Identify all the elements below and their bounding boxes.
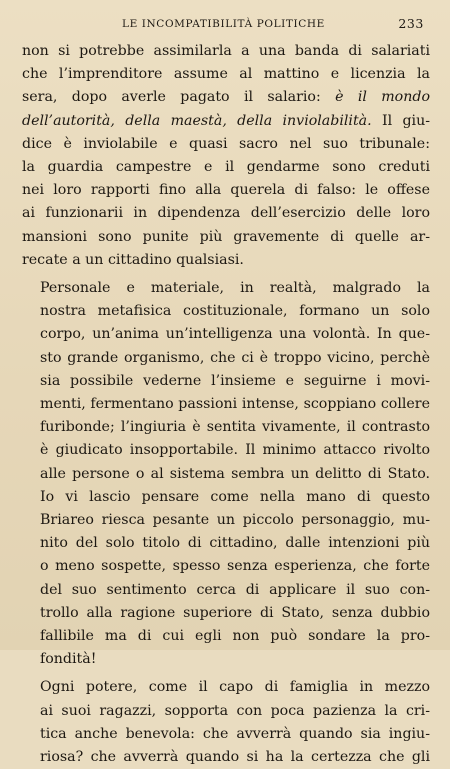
text-line: trollo alla ragione superiore di Stato, senza dubbio [40, 604, 430, 621]
text-line: sia possibile vederne l’insieme e seguirne i movi- [40, 372, 430, 389]
text-line: non si potrebbe assimilarla a una banda di salariati [22, 43, 430, 59]
italic-phrase: è il mondo [335, 89, 430, 106]
running-title: LE INCOMPATIBILITÀ POLITICHE [122, 18, 325, 30]
text-line: alle persone o al sistema sembra un delitto di Stato. [40, 465, 430, 482]
page-number: 233 [398, 16, 424, 31]
text-line: dice è inviolabile e quasi sacro nel suo tribunale: [22, 135, 430, 152]
running-head [22, 12, 430, 34]
text-line: nei loro rapporti fino alla querela di falso: le offese [22, 182, 430, 199]
text-line: menti, fermentano passioni intense, scoppiano collere [40, 396, 430, 413]
text-line: Ogni potere, come il capo di famiglia in mezzo [40, 679, 430, 696]
paragraph-1 [22, 40, 430, 272]
text-line: corpo, un’anima un’intelligenza una volontà. In que- [40, 326, 430, 343]
text-line: ai funzionarii in dipendenza dell’esercizio delle loro [22, 205, 430, 222]
text-line: Io vi lascio pensare come nella mano di questo [40, 488, 430, 505]
text-line: nito del solo titolo di cittadino, dalle intenzioni più [40, 535, 430, 552]
paragraph-3 [22, 676, 430, 769]
text-line: è giudicato insopportabile. Il minimo attacco rivolto [40, 442, 430, 459]
text-line: Briareo riesca pesante un piccolo personaggio, mu- [40, 512, 430, 529]
text-line: Personale e materiale, in realtà, malgrado la [40, 280, 430, 297]
text-line: che l’imprenditore assume al mattino e licenzia la [22, 66, 430, 83]
text-line: furibonde; l’ingiuria è sentita vivamente, il contrasto [40, 419, 430, 436]
text-line: sto grande organismo, che ci è troppo vicino, perchè [40, 349, 430, 366]
italic-phrase: dell’autorità, della maestà, della inviolabilità. [22, 112, 372, 129]
text-line: la guardia campestre e il gendarme sono creduti [22, 159, 430, 176]
text-line: nostra metafisica costituzionale, formano un solo [40, 303, 430, 320]
text-line: ai suoi ragazzi, sopporta con poca pazienza la cri- [40, 702, 430, 719]
text-line [22, 86, 430, 109]
text-span: sera, dopo averle pagato il salario: [22, 89, 321, 106]
paragraph-2 [22, 277, 430, 671]
text-line: del suo sentimento cerca di applicare il suo con- [40, 581, 430, 598]
text-line: tica anche benevola: che avverrà quando sia ingiu- [40, 725, 430, 742]
text-line: mansioni sono punite più gravemente di quelle ar- [22, 228, 430, 245]
text-line [22, 110, 430, 133]
text-line: recate a un cittadino qualsiasi. [22, 251, 244, 268]
text-line: riosa? che avverrà quando si ha la certezza che gli [40, 749, 430, 766]
text-line: o meno sospette, spesso senza esperienza, che forte [40, 558, 430, 575]
text-span: Il giu- [381, 112, 431, 129]
text-line: fondità! [40, 651, 97, 668]
text-line: fallibile ma di cui egli non può sondare la pro- [40, 628, 430, 645]
body-text [22, 40, 430, 769]
